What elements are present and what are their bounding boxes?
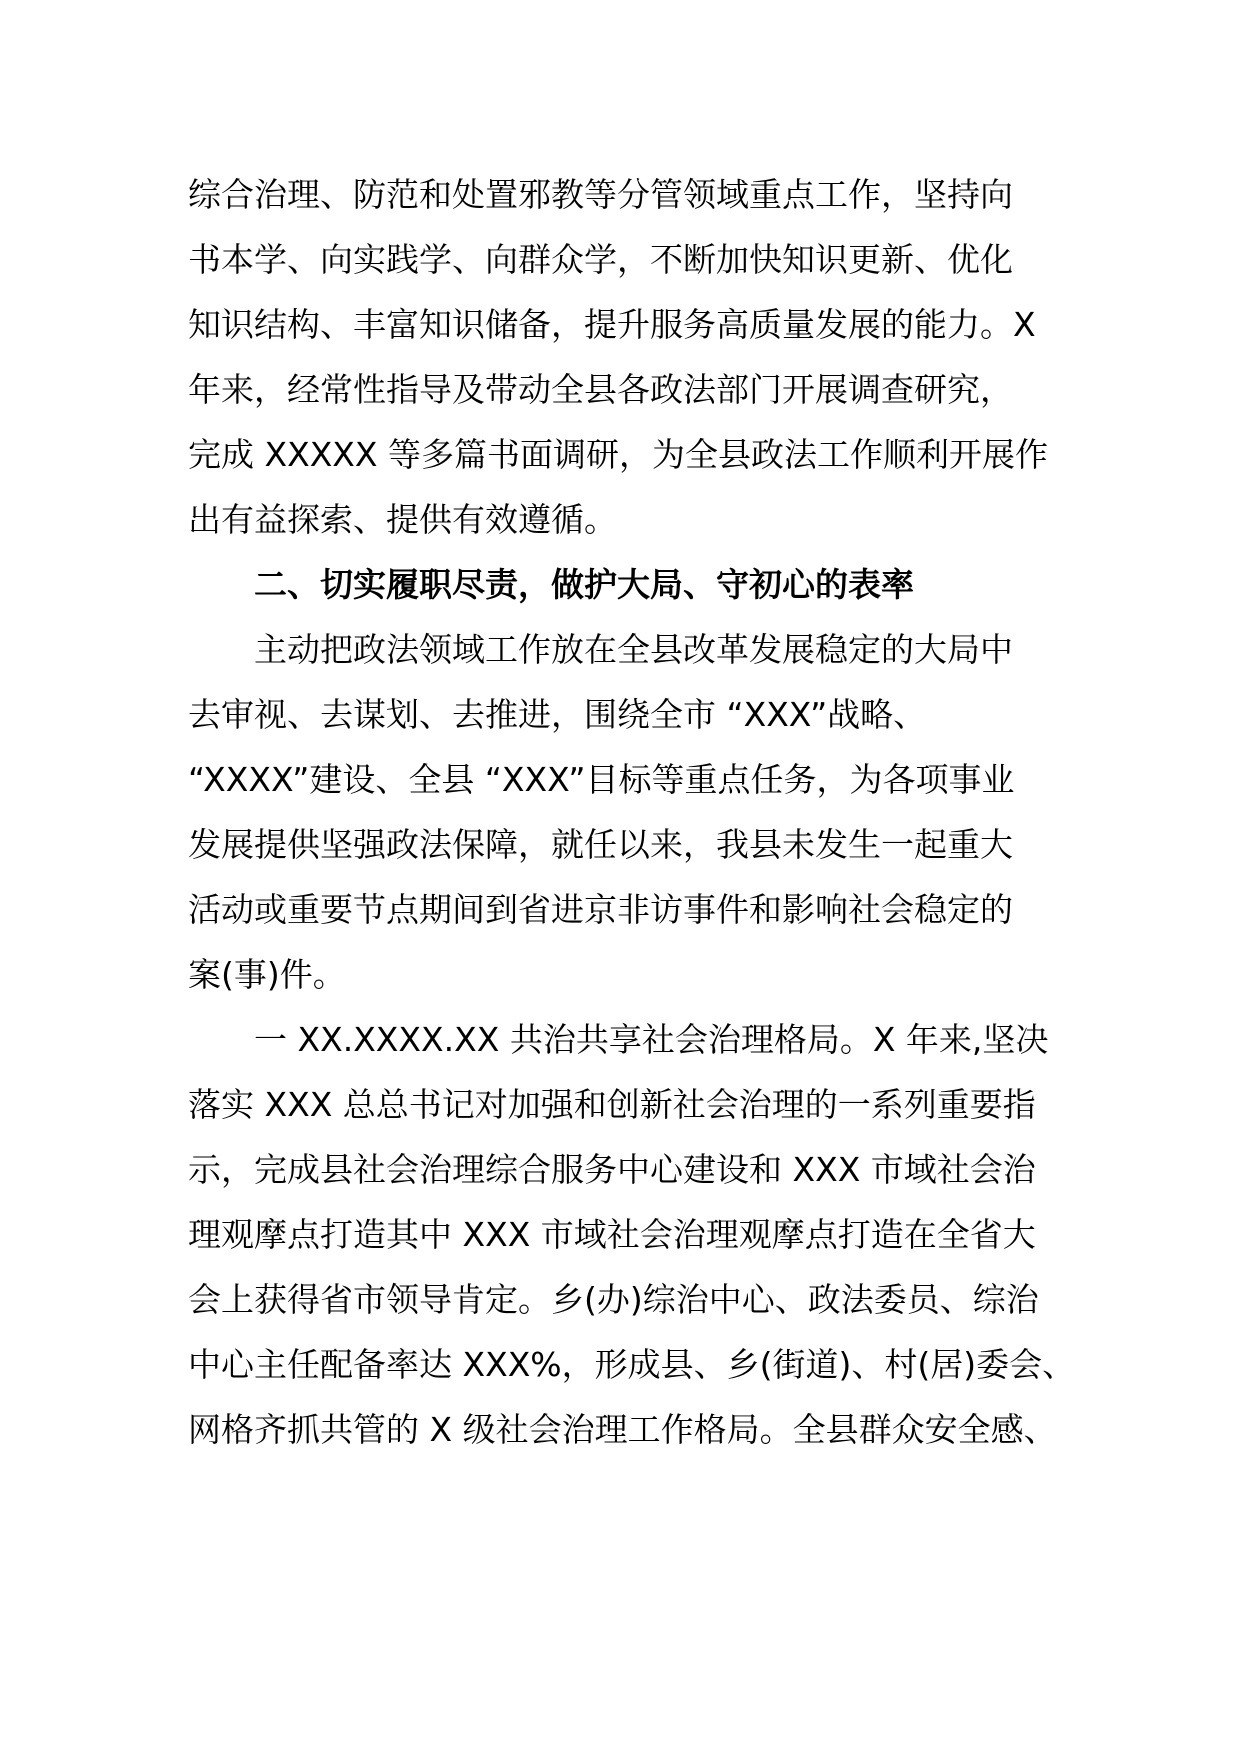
text-line: 中心主任配备率达 XXX%，形成县、乡(街道)、村(居)委会、 bbox=[188, 1345, 1076, 1384]
text-line: 发展提供坚强政法保障，就任以来，我县未发生一起重大 bbox=[188, 825, 1013, 864]
section-heading: 二、切实履职尽责，做护大局、守初心的表率 bbox=[254, 565, 914, 604]
text-line: 完成 XXXXX 等多篇书面调研，为全县政法工作顺利开展作 bbox=[188, 435, 1049, 474]
text-line: 落实 XXX 总总书记对加强和创新社会治理的一系列重要指 bbox=[188, 1085, 1036, 1124]
text-line: 示，完成县社会治理综合服务中心建设和 XXX 市域社会治 bbox=[188, 1150, 1036, 1189]
text-line: 活动或重要节点期间到省进京非访事件和影响社会稳定的 bbox=[188, 890, 1013, 929]
text-line: 会上获得省市领导肯定。乡(办)综治中心、政法委员、综治 bbox=[188, 1280, 1039, 1319]
text-line: 网格齐抓共管的 X 级社会治理工作格局。全县群众安全感、 bbox=[188, 1410, 1057, 1449]
paragraph-duty bbox=[188, 617, 1068, 1007]
text-line: 综合治理、防范和处置邪教等分管领域重点工作，坚持向 bbox=[188, 175, 1013, 214]
text-line: 一 XX.XXXX.XX 共治共享社会治理格局。X 年来,坚决 bbox=[254, 1020, 1049, 1059]
text-line: 出有益探索、提供有效遵循。 bbox=[188, 500, 617, 539]
text-line: 知识结构、丰富知识储备，提升服务高质量发展的能力。X bbox=[188, 305, 1036, 344]
text-line: 主动把政法领域工作放在全县改革发展稳定的大局中 bbox=[254, 630, 1013, 669]
document-body bbox=[188, 162, 1076, 1462]
text-line: 书本学、向实践学、向群众学，不断加快知识更新、优化 bbox=[188, 240, 1013, 279]
text-line: “XXXX”建设、全县 “XXX”目标等重点任务，为各项事业 bbox=[188, 760, 1015, 799]
text-line: 年来，经常性指导及带动全县各政法部门开展调查研究， bbox=[188, 370, 1013, 409]
text-line: 去审视、去谋划、去推进，围绕全市 “XXX”战略、 bbox=[188, 695, 927, 734]
text-line: 理观摩点打造其中 XXX 市域社会治理观摩点打造在全省大 bbox=[188, 1215, 1036, 1254]
paragraph-governance bbox=[188, 1007, 1076, 1462]
text-line: 案(事)件。 bbox=[188, 955, 346, 994]
paragraph-intro-continuation bbox=[188, 162, 1068, 552]
